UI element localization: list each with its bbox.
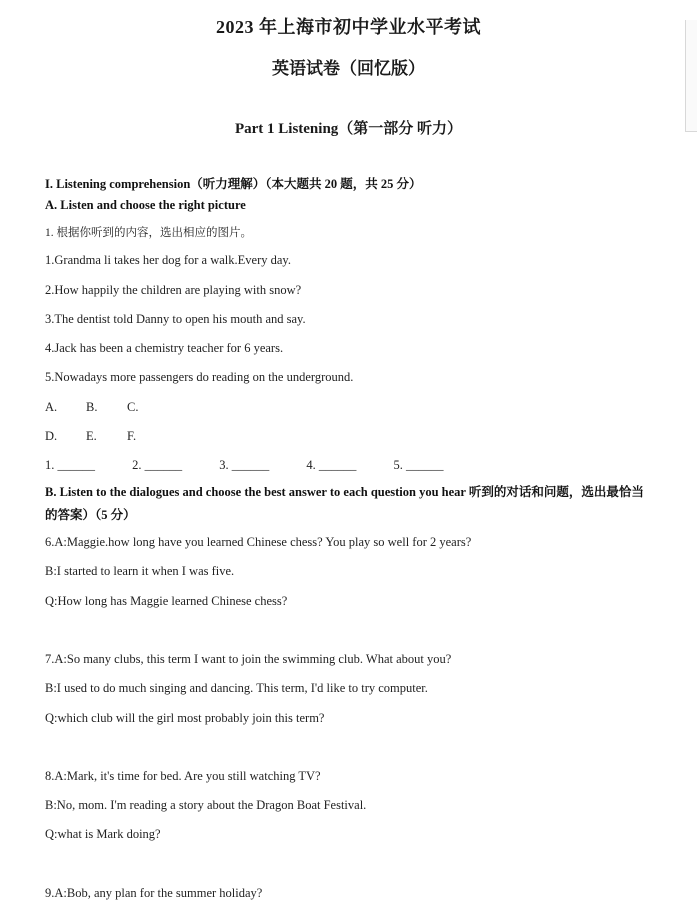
part-a-heading: A. Listen and choose the right picture [45,198,246,212]
dialogue-line-b: B:I used to do much singing and dancing. This term, I'd like to try computer. [45,681,428,695]
listening-item: 5.Nowadays more passengers do reading on the underground. [45,370,354,384]
dialogue-line-a: 7.A:So many clubs, this term I want to join the swimming club. What about you? [45,652,452,666]
option-label: F. [127,429,137,443]
answer-blanks [45,458,458,473]
listening-item: 2.How happily the children are playing with snow? [45,283,302,297]
dialogue-question: Q:which club will the girl most probably join this term? [45,711,325,725]
listening-item: 4.Jack has been a chemistry teacher for 6 years. [45,341,284,355]
dialogue-question: Q:what is Mark doing? [45,827,161,841]
answer-blank: 4. ______ [306,458,357,472]
section-heading: I. Listening comprehension（听力理解）（本大题共 20 题，共 25 分） [45,177,422,191]
dialogue-line-b: B:No, mom. I'm reading a story about the Dragon Boat Festival. [45,798,367,812]
part-heading: Part 1 Listening（第一部分 听力） [234,121,463,137]
exam-title: 2023 年上海市初中学业水平考试 [216,17,481,37]
answer-blank: 2. ______ [132,458,183,472]
listening-item: 3.The dentist told Danny to open his mouth and say. [45,312,306,326]
option-label: D. [45,429,58,443]
listening-item: 1.Grandma li takes her dog for a walk.Every day. [45,253,291,267]
part-a-instruction: 1. 根据你听到的内容，选出相应的图片。 [45,227,252,239]
dialogue-question: Q:How long has Maggie learned Chinese chess? [45,594,288,608]
answer-blank: 3. ______ [219,458,270,472]
option-label: B. [86,400,98,414]
option-label: A. [45,400,58,414]
dialogue-line-a: 8.A:Mark, it's time for bed. Are you still watching TV? [45,769,321,783]
picture-options-row-1 [45,400,152,415]
part-b-heading: B. Listen to the dialogues and choose the best answer to each question you hear 听到的对话和问题，选出最恰当的答案）（5 分） [45,485,644,522]
picture-options-row-2 [45,429,152,444]
option-label: C. [127,400,139,414]
answer-blank: 1. ______ [45,458,95,472]
dialogue-line-b: B:I started to learn it when I was five. [45,564,235,578]
answer-blank: 5. ______ [393,458,444,472]
exam-subtitle: 英语试卷（回忆版） [272,59,425,78]
option-label: E. [86,429,97,443]
dialogue-line-a: 9.A:Bob, any plan for the summer holiday? [45,886,263,900]
dialogue-line-a: 6.A:Maggie.how long have you learned Chinese chess? You play so well for 2 years? [45,535,472,549]
